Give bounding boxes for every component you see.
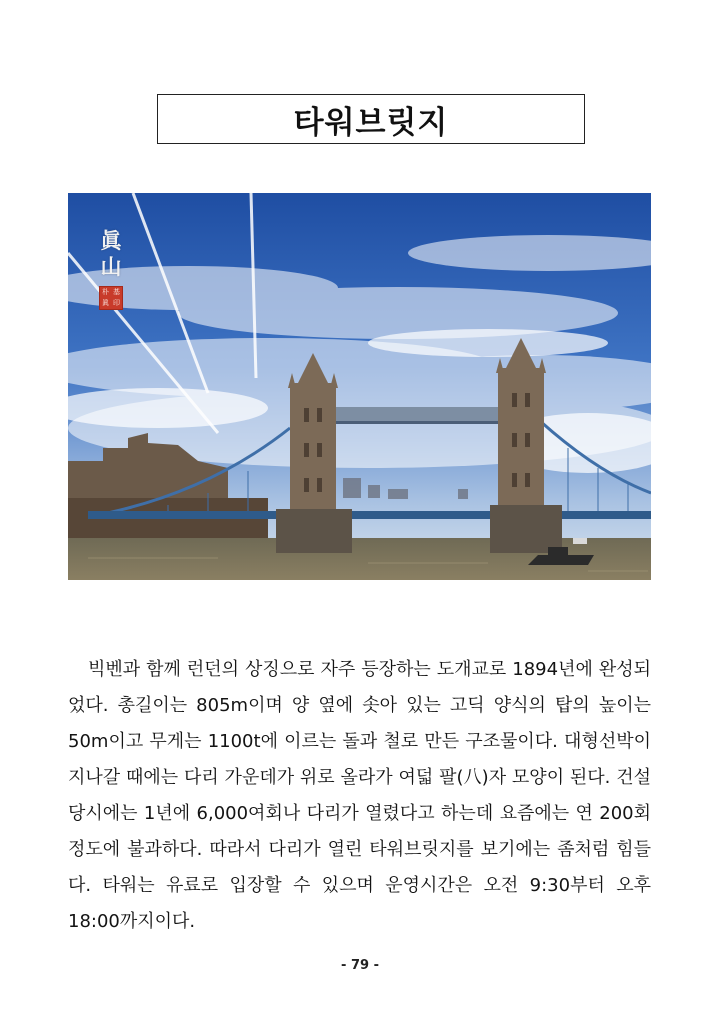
seal-char-2: 山: [100, 254, 122, 279]
body-text: [68, 652, 651, 940]
page-title: 타워브릿지: [293, 104, 449, 141]
body-paragraph: 빅벤과 함께 런던의 상징으로 자주 등장하는 도개교로 1894년에 완성되었다. 총길이는 805m이며 양 옆에 솟아 있는 고딕 양식의 탑의 높이는 50m이고 무게는 1100t에 이르는 돌과 철로 만든 구조물이다. 대형선박이 지나갈 때에는 다리 가운데가 위로 올라가 여덟 팔(八)자 모양이 된다. 건설 당시에는 1년에 6,000여회나 다리가 열렸다고 하는데 요즘에는 연 200회 정도에 불과하다. 따라서 다리가 열린 타워브릿지를 보기에는 좀처럼 힘들다. 타워는 유료로 입장할 수 있으며 운영시간은 오전 9:30부터 오후 18:00까지이다.: [68, 659, 651, 932]
artist-seal: [96, 228, 126, 310]
title-box: [157, 94, 585, 144]
page-number: - 79 -: [341, 958, 379, 973]
red-stamp-icon: 朴 基 眞 印: [99, 286, 123, 310]
photo-illustration: [68, 193, 651, 580]
seal-char-1: 眞: [100, 228, 122, 253]
tower-bridge-photo: [68, 193, 651, 580]
